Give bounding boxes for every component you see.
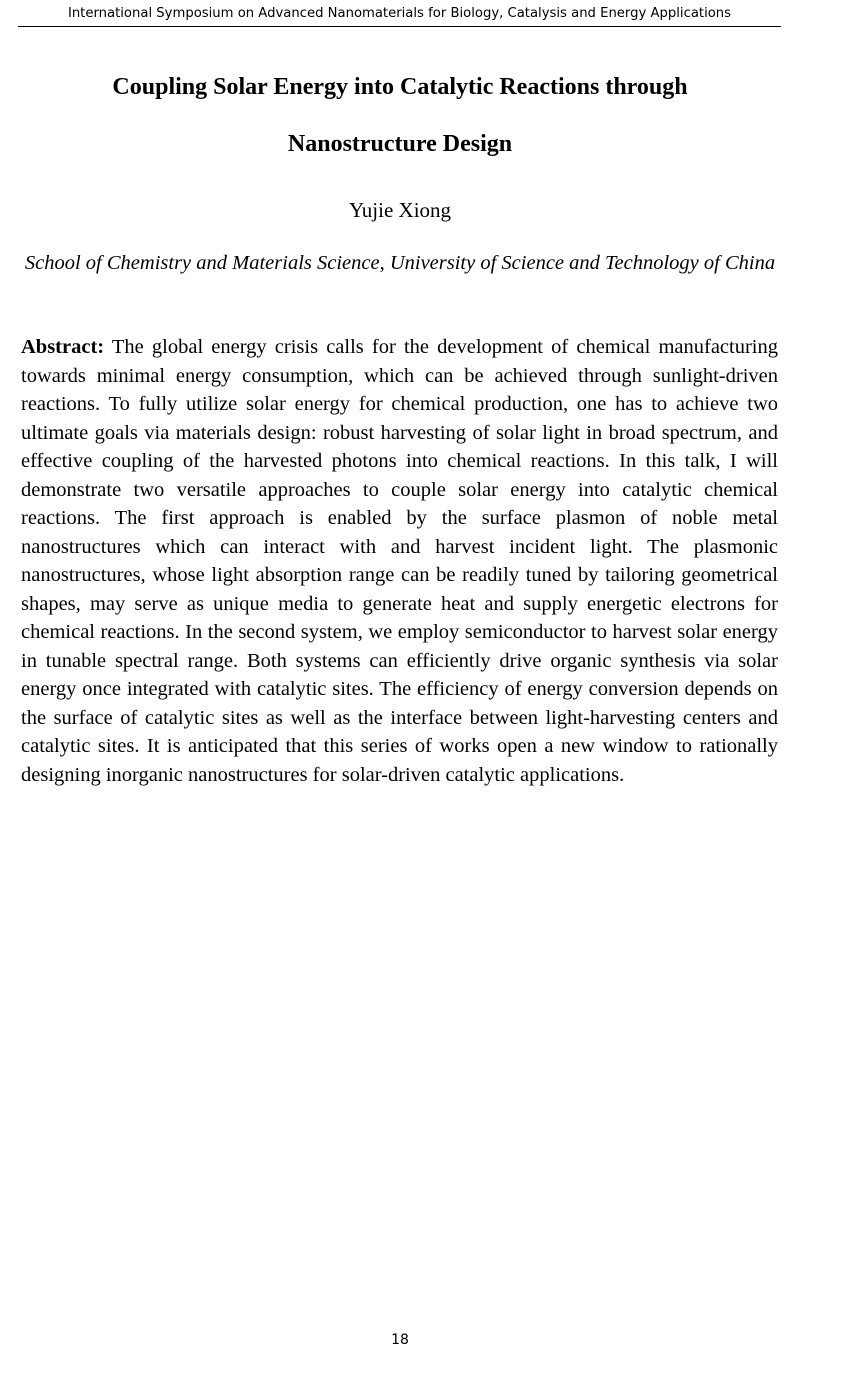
paper-title-line-2: Nanostructure Design xyxy=(287,131,513,157)
abstract-paragraph xyxy=(21,333,778,789)
running-header: International Symposium on Advanced Nanomaterials for Biology, Catalysis and Energy Applications xyxy=(18,3,781,27)
author-affiliation: School of Chemistry and Materials Science, University of Science and Technology of China xyxy=(24,252,776,274)
abstract-label: Abstract: xyxy=(21,336,105,358)
page-number: 18 xyxy=(391,1332,409,1348)
abstract-text: The global energy crisis calls for the development of chemical manufacturing towards minimal energy consumption, which can be achieved through sunlight-driven reactions. To fully utilize solar energy for chemical production, one has to achieve two ultimate goals via materials design: robust harvesting of solar light in broad spectrum, and effective coupling of the harvested photons into chemical reactions. In this talk, I will demonstrate two versatile approaches to couple solar energy into catalytic chemical reactions. The first approach is enabled by the surface plasmon of noble metal nanostructures which can interact with and harvest incident light. The plasmonic nanostructures, whose light absorption range can be readily tuned by tailoring geometrical shapes, may serve as unique media to generate heat and supply energetic electrons for chemical reactions. In the second system, we employ semiconductor to harvest solar energy in tunable spectral range. Both systems can efficiently drive organic synthesis via solar energy once integrated with catalytic sites. The efficiency of energy conversion depends on the surface of catalytic sites as well as the interface between light-harvesting centers and catalytic sites. It is anticipated that this series of works open a new window to rationally designing inorganic nanostructures for solar-driven catalytic applications. xyxy=(21,336,778,786)
paper-title-line-1: Coupling Solar Energy into Catalytic Reactions through xyxy=(112,74,688,100)
author-name: Yujie Xiong xyxy=(348,198,452,222)
